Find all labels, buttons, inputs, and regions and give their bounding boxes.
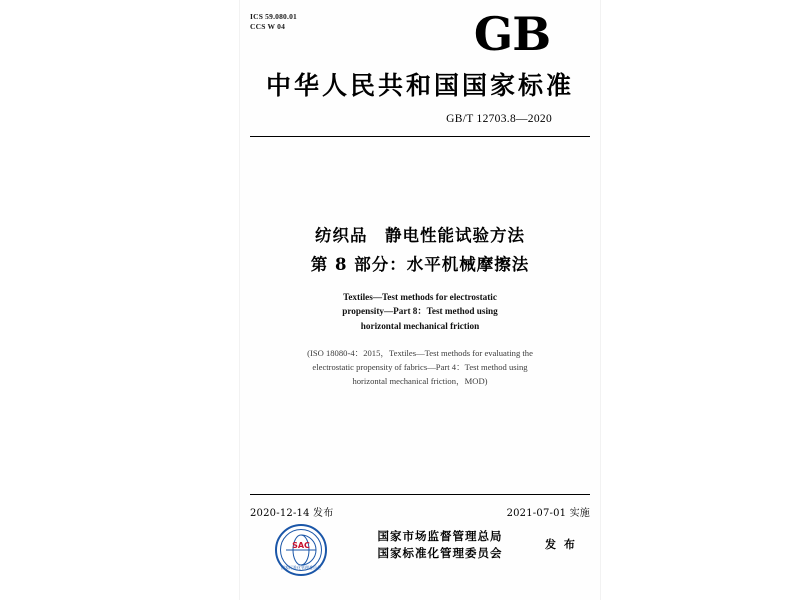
iso-note-line-3: horizontal mechanical friction，MOD) — [352, 375, 488, 386]
title-english-line-3: horizontal mechanical friction — [360, 320, 480, 331]
iso-equivalence-note — [276, 347, 564, 389]
page-title: 中华人民共和国国家标准 — [265, 71, 574, 100]
divider-top — [250, 136, 590, 137]
svg-text:SAC: SAC — [292, 541, 310, 550]
standard-number: GB/T 12703.8—2020 — [446, 113, 552, 125]
title-english — [300, 290, 540, 333]
title-chinese-line-2: 第 8 部分：水平机械摩擦法 — [310, 254, 530, 274]
title-english-line-2: propensity—Part 8：Test method using — [342, 306, 498, 317]
issuing-authority-line-1: 国家市场监督管理总局 — [377, 529, 503, 543]
gb-logo-icon — [472, 8, 552, 58]
iso-note-line-2: electrostatic propensity of fabrics—Part 4：Test method using — [312, 361, 528, 372]
issuing-authority-line-2: 国家标准化管理委员会 — [377, 545, 503, 560]
issue-label: 发 布 — [545, 538, 577, 551]
issue-date: 2020-12-14 发布 — [250, 508, 334, 519]
sac-emblem-icon — [275, 524, 327, 576]
title-chinese — [240, 222, 600, 280]
classification-codes — [250, 12, 297, 32]
ics-code: ICS 59.080.01 — [250, 12, 297, 21]
title-chinese-line-1: 纺织品 静电性能试验方法 — [315, 226, 525, 245]
issuing-authority — [335, 528, 545, 561]
ccs-code: CCS W 04 — [250, 22, 286, 32]
divider-bottom — [250, 494, 590, 495]
svg-text:国家标准化管理委员会: 国家标准化管理委员会 — [281, 565, 321, 570]
cover-sheet — [240, 0, 600, 600]
svg-text:GB: GB — [473, 8, 551, 58]
title-english-line-1: Textiles—Test methods for electrostatic — [343, 292, 497, 302]
iso-note-line-1: (ISO 18080-4：2015，Textiles—Test methods for evaluating the — [307, 348, 533, 358]
implementation-date: 2021-07-01 实施 — [506, 508, 590, 519]
